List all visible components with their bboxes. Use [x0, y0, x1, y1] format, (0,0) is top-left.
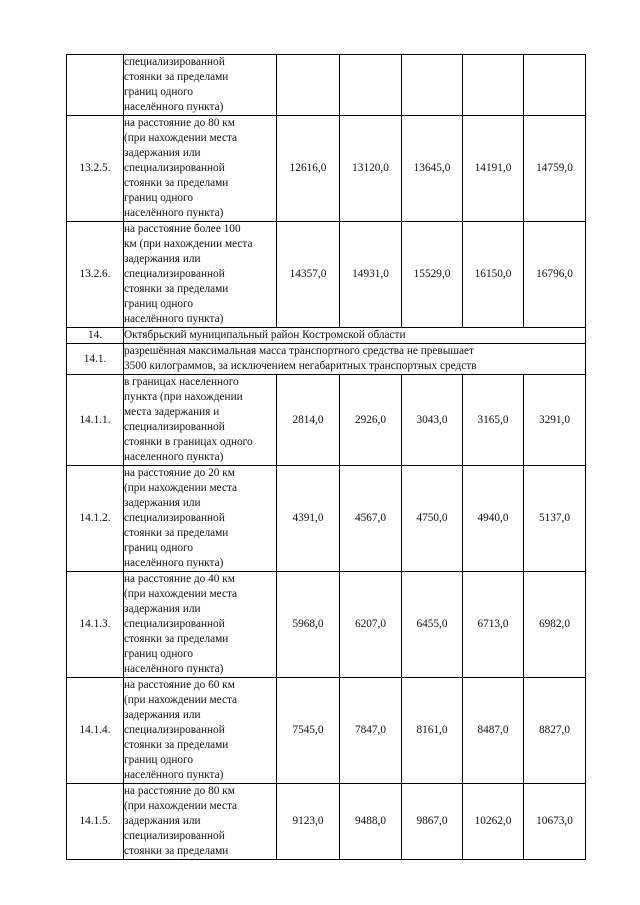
description-line: в границах населенного	[124, 376, 239, 388]
tariff-value-cell: 13645,0	[402, 116, 463, 222]
section-number: 14.1.	[67, 344, 124, 375]
tariff-value-cell: 6207,0	[340, 572, 402, 678]
row-number: 14.1.2.	[67, 466, 124, 572]
tariff-value-cell: 5137,0	[524, 466, 586, 572]
tariff-value-cell: 12616,0	[277, 116, 340, 222]
description-line: (при нахождении места	[124, 132, 238, 144]
row-number: 13.2.6.	[67, 222, 124, 328]
table-row	[67, 678, 586, 784]
description-line: стоянки за пределами	[124, 633, 229, 645]
row-number	[67, 55, 124, 116]
tariff-value-cell: 2814,0	[277, 375, 340, 466]
description-line: населённого пункта)	[124, 557, 224, 569]
tariff-value-cell: 10673,0	[524, 784, 586, 860]
table-row	[67, 466, 586, 572]
description-line: границ одного	[124, 648, 194, 660]
description-line: стоянки за пределами	[124, 283, 229, 295]
tariff-value-cell	[524, 55, 586, 116]
section-number: 14.	[67, 328, 124, 344]
section-title-line: 3500 килограммов, за исключением негабаритных транспортных средств	[124, 360, 477, 372]
tariff-table-body	[67, 55, 586, 860]
section-row	[67, 344, 586, 375]
description-line: пункта (при нахождении	[124, 391, 243, 403]
tariff-value-cell: 4567,0	[340, 466, 402, 572]
description-line: границ одного	[124, 192, 194, 204]
description-line: стоянки за пределами	[124, 177, 229, 189]
tariff-table	[66, 54, 586, 860]
description-line: стоянки за пределами	[124, 527, 229, 539]
section-title-line: Октябрьский муниципальный район Костромской области	[124, 329, 406, 341]
description-line: населённого пункта)	[124, 313, 224, 325]
tariff-value-cell: 16796,0	[524, 222, 586, 328]
tariff-value-cell: 6713,0	[463, 572, 524, 678]
description-line: населённого пункта)	[124, 769, 224, 781]
tariff-value-cell: 6455,0	[402, 572, 463, 678]
row-number: 14.1.4.	[67, 678, 124, 784]
row-description	[124, 375, 277, 466]
row-description	[124, 678, 277, 784]
row-description	[124, 784, 277, 860]
tariff-value-cell	[340, 55, 402, 116]
row-description	[124, 55, 277, 116]
description-line: задержания или	[124, 603, 201, 615]
description-line: границ одного	[124, 542, 194, 554]
row-description	[124, 466, 277, 572]
tariff-value-cell: 7545,0	[277, 678, 340, 784]
description-line: населённого пункта)	[124, 101, 224, 113]
description-line: населённого пункта)	[124, 207, 224, 219]
tariff-value-cell	[402, 55, 463, 116]
description-line: (при нахождении места	[124, 482, 238, 494]
table-row	[67, 784, 586, 860]
row-number: 13.2.5.	[67, 116, 124, 222]
tariff-value-cell: 14191,0	[463, 116, 524, 222]
section-row	[67, 328, 586, 344]
table-row	[67, 375, 586, 466]
description-line: стоянки за пределами	[124, 739, 229, 751]
tariff-value-cell: 16150,0	[463, 222, 524, 328]
table-row	[67, 55, 586, 116]
tariff-value-cell: 14759,0	[524, 116, 586, 222]
tariff-value-cell: 9123,0	[277, 784, 340, 860]
description-line: задержания или	[124, 497, 201, 509]
tariff-value-cell: 15529,0	[402, 222, 463, 328]
table-row	[67, 222, 586, 328]
description-line: специализированной	[124, 724, 225, 736]
row-description	[124, 572, 277, 678]
tariff-value-cell: 3291,0	[524, 375, 586, 466]
description-line: на расстояние более 100	[124, 223, 241, 235]
description-line: задержания или	[124, 815, 201, 827]
table-row	[67, 116, 586, 222]
description-line: специализированной	[124, 162, 225, 174]
description-line: км (при нахождении места	[124, 238, 253, 250]
description-line: задержания или	[124, 709, 201, 721]
tariff-value-cell: 9867,0	[402, 784, 463, 860]
description-line: специализированной	[124, 512, 225, 524]
description-line: границ одного	[124, 86, 194, 98]
description-line: стоянки за пределами	[124, 71, 229, 83]
row-number: 14.1.5.	[67, 784, 124, 860]
description-line: задержания или	[124, 253, 201, 265]
description-line: (при нахождении места	[124, 588, 238, 600]
description-line: на расстояние до 80 км	[124, 117, 235, 129]
description-line: специализированной	[124, 421, 225, 433]
section-title	[124, 344, 586, 375]
description-line: специализированной	[124, 56, 225, 68]
description-line: специализированной	[124, 618, 225, 630]
row-description	[124, 222, 277, 328]
tariff-value-cell: 4940,0	[463, 466, 524, 572]
tariff-value-cell: 3165,0	[463, 375, 524, 466]
row-description	[124, 116, 277, 222]
tariff-value-cell: 4391,0	[277, 466, 340, 572]
row-number: 14.1.3.	[67, 572, 124, 678]
description-line: стоянки за пределами	[124, 845, 229, 857]
tariff-value-cell: 8827,0	[524, 678, 586, 784]
tariff-value-cell	[277, 55, 340, 116]
description-line: на расстояние до 60 км	[124, 679, 235, 691]
section-title	[124, 328, 586, 344]
description-line: стоянки в границах одного	[124, 436, 253, 448]
description-line: места задержания и	[124, 406, 220, 418]
section-title-line: разрешённая максимальная масса транспортного средства не превышает	[124, 345, 474, 357]
description-line: (при нахождении места	[124, 800, 238, 812]
tariff-value-cell: 4750,0	[402, 466, 463, 572]
row-number: 14.1.1.	[67, 375, 124, 466]
tariff-value-cell: 8487,0	[463, 678, 524, 784]
description-line: специализированной	[124, 268, 225, 280]
tariff-value-cell: 7847,0	[340, 678, 402, 784]
tariff-value-cell: 9488,0	[340, 784, 402, 860]
description-line: (при нахождении места	[124, 694, 238, 706]
table-row	[67, 572, 586, 678]
tariff-value-cell: 14357,0	[277, 222, 340, 328]
description-line: на расстояние до 80 км	[124, 785, 235, 797]
description-line: на расстояние до 20 км	[124, 467, 235, 479]
tariff-value-cell: 14931,0	[340, 222, 402, 328]
tariff-value-cell	[463, 55, 524, 116]
description-line: специализированной	[124, 830, 225, 842]
description-line: задержания или	[124, 147, 201, 159]
tariff-value-cell: 5968,0	[277, 572, 340, 678]
tariff-value-cell: 6982,0	[524, 572, 586, 678]
description-line: границ одного	[124, 298, 194, 310]
description-line: границ одного	[124, 754, 194, 766]
tariff-value-cell: 2926,0	[340, 375, 402, 466]
tariff-value-cell: 10262,0	[463, 784, 524, 860]
description-line: на расстояние до 40 км	[124, 573, 235, 585]
description-line: населённого пункта)	[124, 663, 224, 675]
tariff-value-cell: 3043,0	[402, 375, 463, 466]
tariff-value-cell: 8161,0	[402, 678, 463, 784]
description-line: населенного пункта)	[124, 451, 224, 463]
tariff-value-cell: 13120,0	[340, 116, 402, 222]
